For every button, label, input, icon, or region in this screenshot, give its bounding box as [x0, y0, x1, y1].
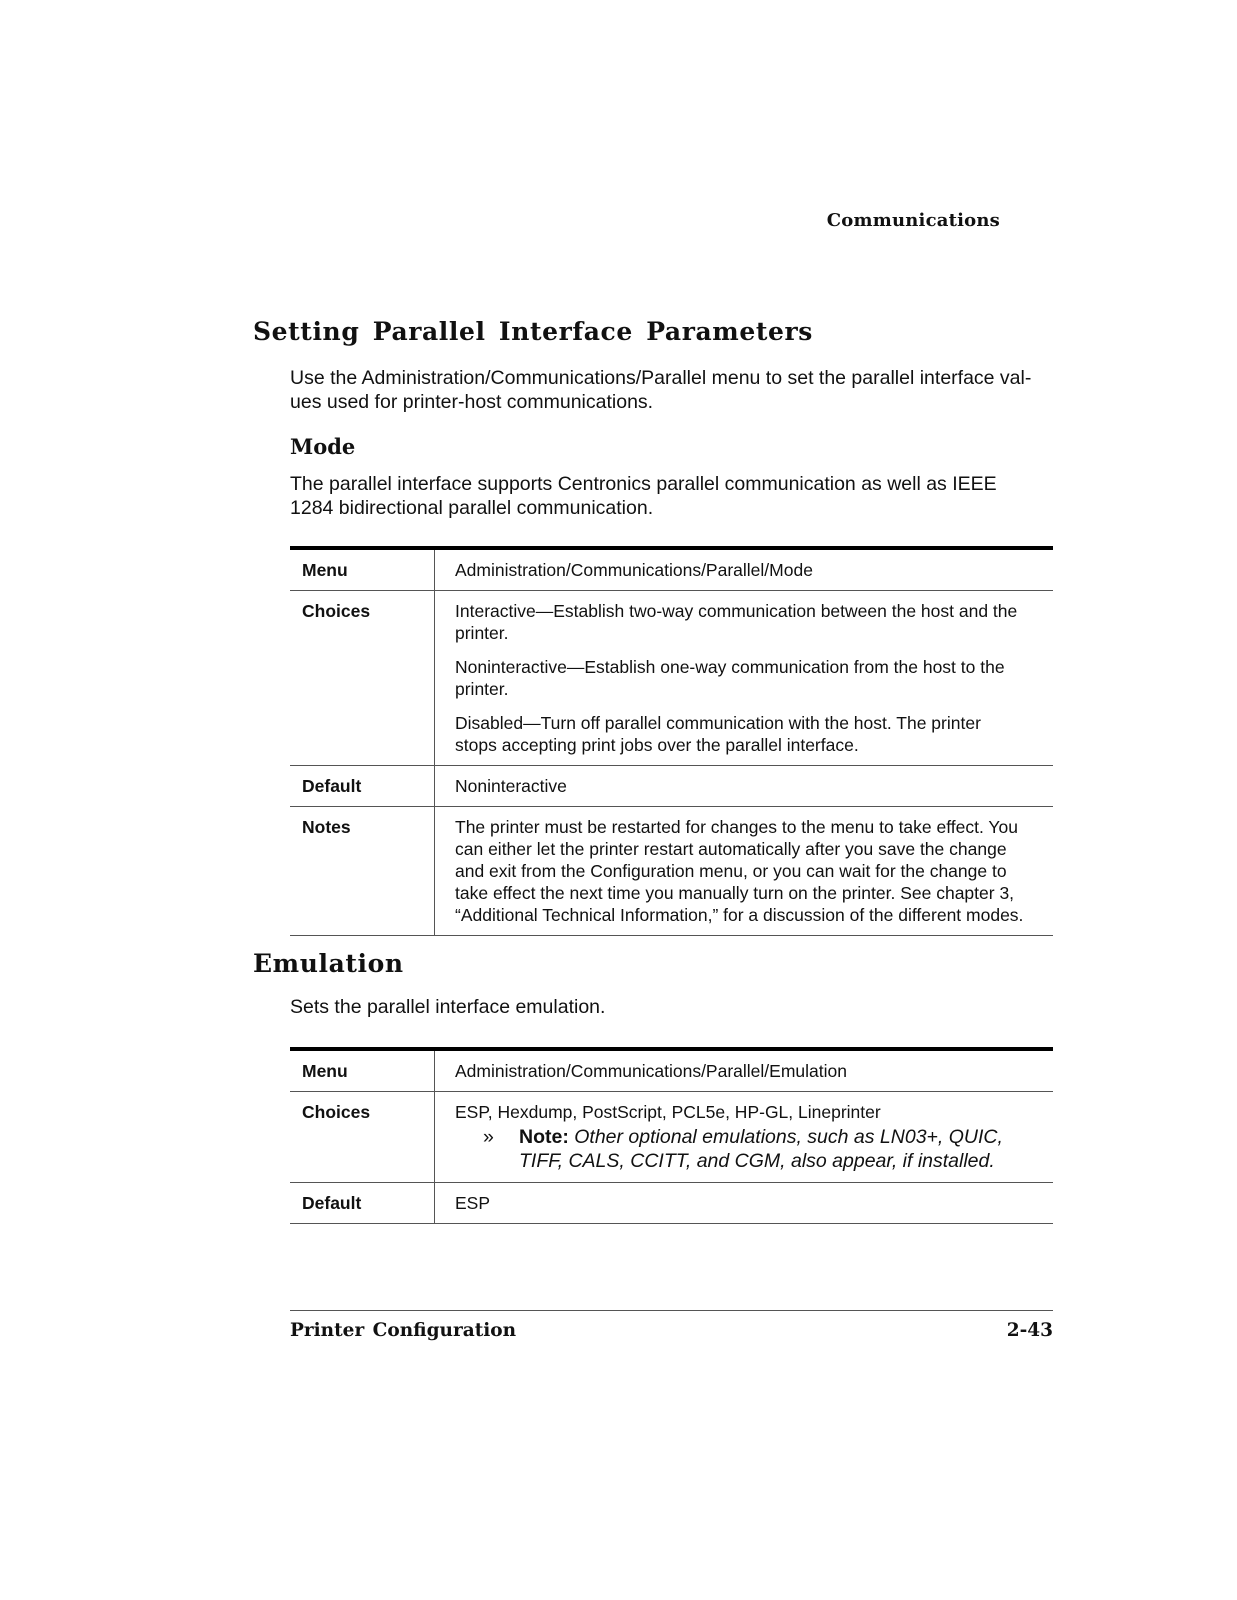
default-value: Noninteractive — [435, 766, 1054, 807]
menu-value: Administration/Communications/Parallel/Emulation — [435, 1049, 1054, 1092]
emulation-description: Sets the parallel interface emulation. — [290, 996, 606, 1018]
choices-value — [435, 1092, 1054, 1183]
emulation-heading: Emulation — [253, 949, 404, 978]
choice-interactive: Interactive—Establish two-way communication between the host and the printer. — [455, 601, 1018, 643]
mode-heading: Mode — [290, 434, 356, 459]
section-intro: Use the Administration/Communications/Parallel menu to set the parallel interface val- ues used for printer-host communications. — [290, 367, 1032, 413]
note-marker: » — [483, 1126, 494, 1148]
table-row — [290, 548, 1053, 591]
menu-label: Menu — [290, 1049, 435, 1092]
default-label: Default — [290, 766, 435, 807]
choices-label: Choices — [290, 1092, 435, 1183]
table-row — [290, 1092, 1053, 1183]
table-row — [290, 766, 1053, 807]
table-row — [290, 591, 1053, 766]
choice-disabled: Disabled—Turn off parallel communication with the host. The printer stops accepting print jobs over the parallel interface. — [455, 713, 981, 755]
table-row — [290, 1049, 1053, 1092]
table-row — [290, 807, 1053, 936]
note-text: Other optional emulations, such as LN03+, QUIC, TIFF, CALS, CCITT, and CGM, also appear, if installed. — [519, 1126, 1003, 1172]
note-content — [519, 1125, 1003, 1173]
footer-title: Printer Configuration — [290, 1320, 517, 1341]
menu-label: Menu — [290, 548, 435, 591]
default-label: Default — [290, 1183, 435, 1224]
table-row — [290, 1183, 1053, 1224]
emulation-parameter-table — [290, 1047, 1053, 1224]
menu-value: Administration/Communications/Parallel/Mode — [435, 548, 1054, 591]
note-label: Note: — [519, 1126, 569, 1148]
choices-list: ESP, Hexdump, PostScript, PCL5e, HP-GL, Lineprinter — [455, 1102, 881, 1122]
mode-parameter-table — [290, 546, 1053, 936]
footer-rule — [290, 1310, 1053, 1311]
note-block — [455, 1125, 1041, 1173]
choices-label: Choices — [290, 591, 435, 766]
page-number: 2-43 — [1006, 1320, 1053, 1341]
mode-description: The parallel interface supports Centronics parallel communication as well as IEEE 1284 bidirectional parallel communication. — [290, 473, 997, 519]
choice-noninteractive: Noninteractive—Establish one-way communication from the host to the printer. — [455, 657, 1005, 699]
section-title: Setting Parallel Interface Parameters — [253, 317, 813, 346]
running-header: Communications — [826, 210, 1000, 231]
choices-value — [435, 591, 1054, 766]
default-value: ESP — [435, 1183, 1054, 1224]
notes-label: Notes — [290, 807, 435, 936]
notes-value: The printer must be restarted for changes to the menu to take effect. You can either let the printer restart automatically after you save the change and exit from the Configuration menu, or you can wait for the change to take effect the next time you manually turn on the printer. See chapter 3, “Additional Technical Information,” for a discussion of the different modes. — [435, 807, 1054, 936]
